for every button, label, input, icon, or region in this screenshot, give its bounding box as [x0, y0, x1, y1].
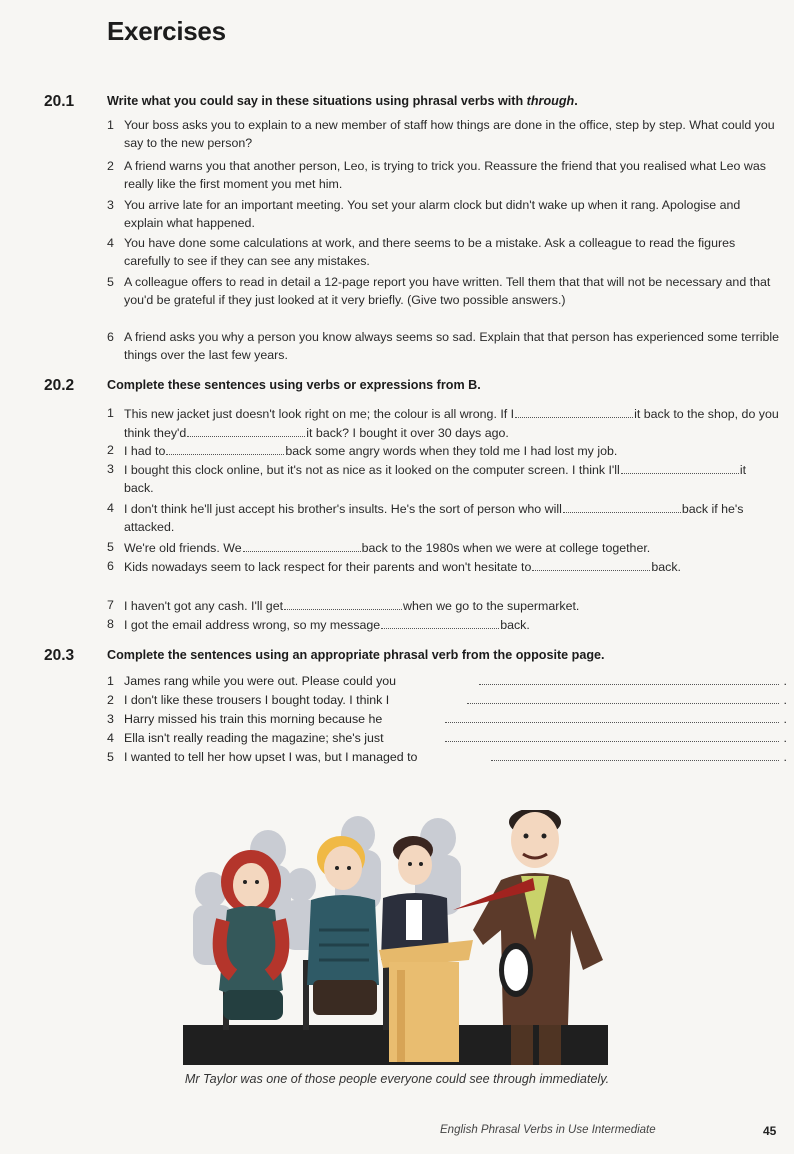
answer-blank[interactable]: [491, 760, 779, 761]
answer-blank[interactable]: [381, 616, 499, 629]
answer-blank[interactable]: [284, 597, 402, 610]
exercise-instruction: Complete these sentences using verbs or expressions from B.: [107, 378, 481, 392]
footer-book-title: English Phrasal Verbs in Use Intermediate: [440, 1124, 656, 1136]
exercise-item: 2 I had to back some angry words when they told me I had lost my job.: [107, 443, 618, 458]
answer-blank[interactable]: [563, 500, 681, 513]
answer-blank[interactable]: [479, 684, 779, 685]
page-title: Exercises: [107, 16, 226, 46]
exercise-item: 4 I don't think he'll just accept his brother's insults. He's the sort of person who will back if he's attacked.: [107, 501, 744, 534]
answer-blank[interactable]: [187, 424, 305, 437]
exercise-item: 5 A colleague offers to read in detail a 12-page report you have written. Tell them that that will not be necessary and that you'd be grateful if they just looked at it very briefly. (Give two possible answers.): [107, 275, 771, 307]
answer-blank[interactable]: [515, 405, 633, 418]
exercise-item: 1 This new jacket just doesn't look right on me; the colour is all wrong. If I it back to the shop, do you think they'd it back? I bought it over 30 days ago.: [107, 406, 779, 440]
exercise-instruction: Complete the sentences using an appropriate phrasal verb from the opposite page.: [107, 648, 605, 662]
exercise-item: 8 I got the email address wrong, so my message back.: [107, 617, 530, 632]
answer-blank[interactable]: [467, 703, 779, 704]
illustration-caption: Mr Taylor was one of those people everyone could see through immediately.: [184, 1072, 610, 1086]
cartoon-illustration: [183, 810, 608, 1065]
exercise-item: 3 You arrive late for an important meeting. You set your alarm clock but didn't wake up when it rang. Apologise and explain what happened.: [107, 198, 741, 230]
exercise-item: 4 You have done some calculations at work, and there seems to be a mistake. Ask a colleague to read the figures carefully to see if they can see any mistakes.: [107, 236, 736, 268]
exercise-item: 3 I bought this clock online, but it's not as nice as it looked on the computer screen. I think I'll it back.: [107, 462, 747, 495]
exercise-item: 6 Kids nowadays seem to lack respect for their parents and won't hesitate to back.: [107, 559, 681, 574]
exercise-number: 20.3: [44, 647, 75, 664]
answer-blank[interactable]: [445, 722, 779, 723]
answer-blank[interactable]: [532, 558, 650, 571]
exercise-item: 6 A friend asks you why a person you know always seems so sad. Explain that that person has experienced some terrible things over the last few years.: [107, 330, 779, 362]
podium: [379, 940, 473, 1062]
answer-blank[interactable]: [621, 461, 739, 474]
exercise-item: 1 Your boss asks you to explain to a new member of staff how things are done in the office, step by step. What could you say to the new person?: [107, 118, 775, 150]
exercise-number: 20.2: [44, 377, 75, 394]
exercise-item: 5 We're old friends. We back to the 1980s when we were at college together.: [107, 540, 651, 555]
answer-blank[interactable]: [243, 539, 361, 552]
exercise-item: 2 A friend warns you that another person, Leo, is trying to trick you. Reassure the friend that you realised what Leo was really like the first moment you met him.: [107, 159, 766, 191]
exercise-instruction: Write what you could say in these situations using phrasal verbs with through.: [107, 94, 578, 108]
exercise-number: 20.1: [44, 93, 75, 110]
page-number: 45: [763, 1124, 777, 1138]
woman-figure: [219, 850, 283, 1020]
exercise-item: 7 I haven't got any cash. I'll get when we go to the supermarket.: [107, 598, 580, 613]
answer-blank[interactable]: [166, 442, 284, 455]
answer-blank[interactable]: [445, 741, 779, 742]
